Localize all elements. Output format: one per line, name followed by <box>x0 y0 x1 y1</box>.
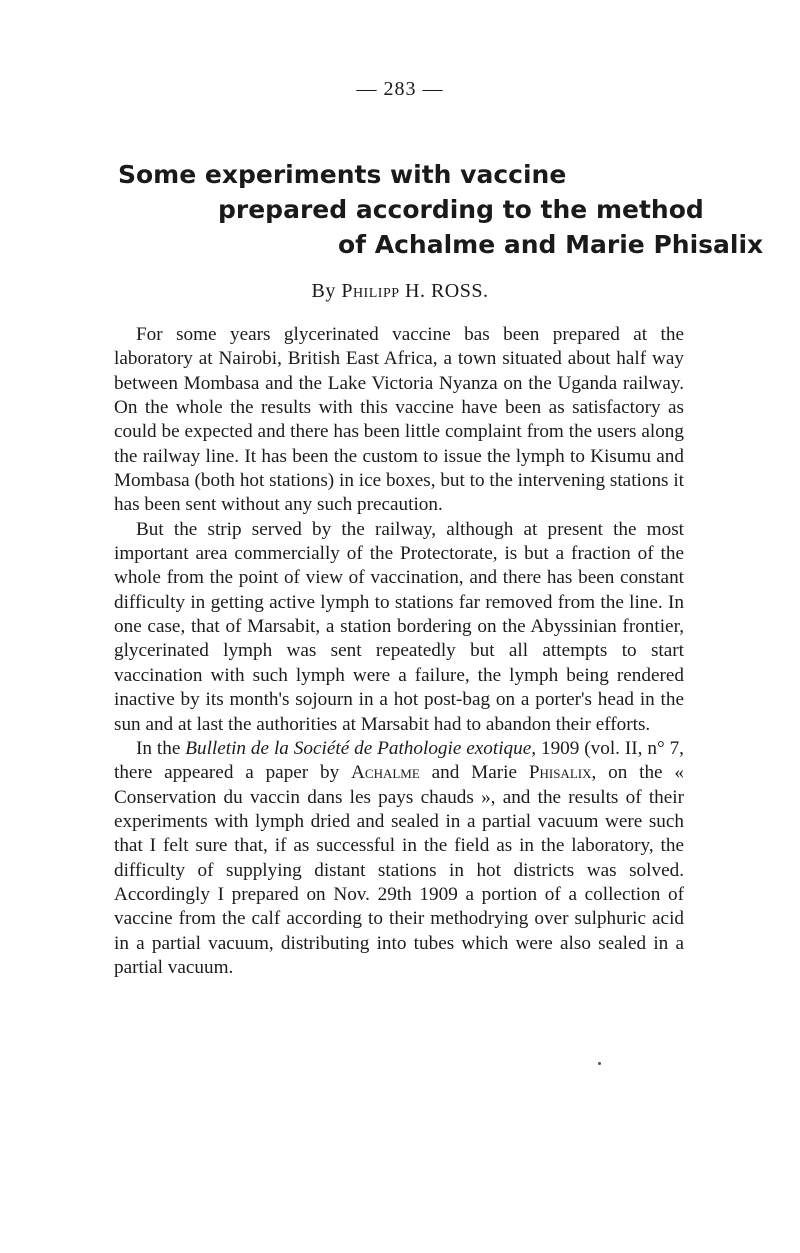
paragraph-2: But the strip served by the railway, although at present the most important area commercially of the Protectorate, is but a fraction of the whole from the point of view of vaccination, and there has been constant difficulty in getting active lymph to stations far removed from the line. In one case, that of Marsabit, a station bordering on the Abyssinian frontier, glycerinated lymph was sent repeatedly but all attempts to start vaccination with such lymph were a failure, the lymph being rendered inactive by its month's sojourn in a hot post-bag on a porter's head in the sun and at last the authorities at Marsabit had to abandon their efforts. <box>114 518 684 735</box>
author-last-name: H. ROSS. <box>405 280 489 302</box>
author-first-name: Philipp <box>341 280 400 302</box>
title-line-1: Some experiments with vaccine <box>118 160 567 189</box>
author-phisalix: Phisalix <box>528 762 592 784</box>
paragraph-3-part-b: 1909 (vol. II, n° 7, there appeared a paper by <box>114 737 684 784</box>
title-line-3: of Achalme and Marie Phisalix <box>338 230 764 259</box>
paragraph-1: For some years glycerinated vaccine bas been prepared at the laboratory at Nairobi, British East Africa, a town situated about half way between Mombasa and the Lake Victoria Nyanza on the Uganda railway. On the whole the results with this vaccine have been as satisfactory as could be expected and there has been little complaint from the users along the railway line. It has been the custom to issue the lymph to Kisumu and Mombasa (both hot stations) in ice boxes, but to the intervening stations it has been sent without any such precaution. <box>114 324 684 516</box>
journal-title: Bulletin de la Société de Pathologie exotique, <box>185 737 537 759</box>
author-achalme: Achalme <box>351 762 420 784</box>
ink-speck <box>598 1062 601 1065</box>
byline-prefix: By <box>311 280 336 302</box>
title-line-2: prepared according to the method <box>218 195 704 224</box>
paragraph-3 <box>114 737 684 980</box>
page-number: — 283 — <box>356 78 444 100</box>
paragraph-3-part-a: In the <box>136 737 186 759</box>
paragraph-3-part-c: and Marie <box>419 762 529 784</box>
byline <box>0 280 800 303</box>
article-body <box>114 323 684 980</box>
paragraph-3-part-d: , on the « Conservation du vaccin dans les pays chauds », and the results of their experiments with lymph dried and sealed in a partial vacuum were such that I felt sure that, if as successful in the field as in the laboratory, the difficulty of supplying distant stations in hot districts was solved. Accordingly I prepared on Nov. 29th 1909 a portion of a collection of vaccine from the calf according to their methodrying over sulphuric acid in a partial vacuum, distributing into tubes which were also sealed in a partial vacuum. <box>114 762 684 978</box>
